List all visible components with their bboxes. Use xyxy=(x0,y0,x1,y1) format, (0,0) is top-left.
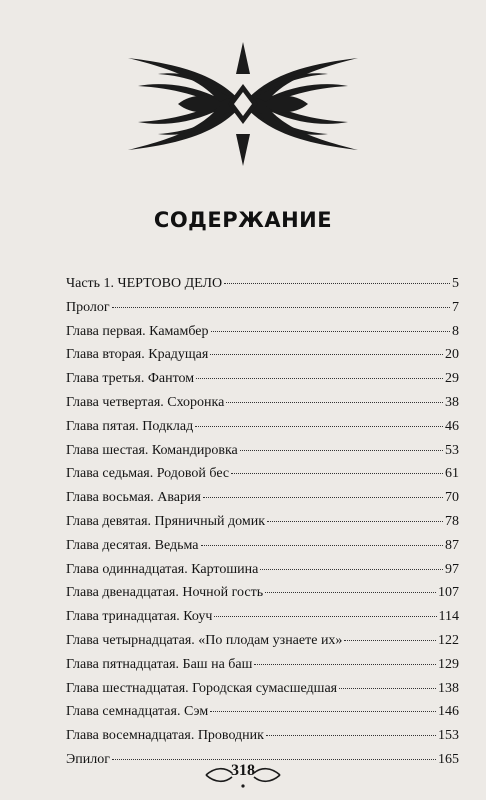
toc-entry-title: Глава десятая. Ведьма xyxy=(66,537,199,553)
toc-entry xyxy=(66,728,459,752)
toc-entry xyxy=(66,490,459,514)
toc-entry-title: Глава одиннадцатая. Картошина xyxy=(66,561,259,577)
toc-entry-page: 46 xyxy=(445,418,459,434)
toc-entry xyxy=(66,681,459,705)
page-title: СОДЕРЖАНИЕ xyxy=(153,208,333,232)
dot-leader xyxy=(260,569,443,570)
toc-entry-page: 138 xyxy=(438,680,459,696)
toc-entry-page: 61 xyxy=(445,466,459,482)
toc-entry-page: 70 xyxy=(445,490,459,506)
toc-entry-title: Глава восемнадцатая. Проводник xyxy=(66,728,264,744)
toc-entry xyxy=(66,276,459,300)
dot-leader xyxy=(226,402,443,403)
toc-entry-page: 129 xyxy=(438,656,459,672)
dot-leader xyxy=(266,735,436,736)
toc-entry-page: 153 xyxy=(438,728,459,744)
dot-leader xyxy=(254,664,436,665)
toc-entry xyxy=(66,585,459,609)
dot-leader xyxy=(240,450,443,451)
dot-leader xyxy=(211,331,450,332)
dot-leader xyxy=(195,426,443,427)
dot-leader xyxy=(214,616,436,617)
toc-entry-page: 87 xyxy=(445,537,459,553)
toc-entry-title: Глава седьмая. Родовой бес xyxy=(66,466,230,482)
toc-entry-page: 7 xyxy=(452,299,459,315)
toc-entry-title: Эпилог xyxy=(66,751,110,767)
toc-entry xyxy=(66,514,459,538)
toc-entry-title: Глава вторая. Крадущая xyxy=(66,347,209,363)
toc-entry-title: Глава двенадцатая. Ночной гость xyxy=(66,585,264,601)
toc-entry-page: 38 xyxy=(445,394,459,410)
toc-entry xyxy=(66,466,459,490)
toc-entry xyxy=(66,300,459,324)
toc-entry-title: Глава первая. Камамбер xyxy=(66,323,209,339)
toc-entry-page: 8 xyxy=(452,323,459,339)
toc-entry-title: Глава четырнадцатая. «По плодам узнаете их» xyxy=(66,632,343,648)
dot-leader xyxy=(196,378,443,379)
tribal-ornament-icon xyxy=(118,34,368,174)
toc-entry xyxy=(66,538,459,562)
toc-entry xyxy=(66,324,459,348)
dot-leader xyxy=(224,283,450,284)
toc-entry-title: Глава шестнадцатая. Городская сумасшедшая xyxy=(66,680,338,696)
toc-entry-page: 5 xyxy=(452,276,459,291)
toc-entry-title: Глава семнадцатая. Сэм xyxy=(66,704,209,720)
toc-entry xyxy=(66,371,459,395)
toc-entry-page: 165 xyxy=(438,751,459,767)
toc-entry-title: Глава тринадцатая. Коуч xyxy=(66,609,213,625)
dot-leader xyxy=(210,354,443,355)
toc-entry-title: Глава третья. Фантом xyxy=(66,371,195,387)
page-number: 318 xyxy=(231,762,255,779)
toc-entry xyxy=(66,704,459,728)
toc-entry-page: 53 xyxy=(445,442,459,458)
table-of-contents xyxy=(66,276,459,776)
toc-entry-title: Глава пятнадцатая. Баш на баш xyxy=(66,656,253,672)
dot-leader xyxy=(203,497,443,498)
toc-entry xyxy=(66,419,459,443)
toc-entry xyxy=(66,633,459,657)
toc-entry-page: 97 xyxy=(445,561,459,577)
dot-leader xyxy=(344,640,436,641)
toc-entry-page: 146 xyxy=(438,704,459,720)
toc-entry-title: Пролог xyxy=(66,299,110,315)
toc-entry-page: 78 xyxy=(445,513,459,529)
toc-entry-title: Часть 1. ЧЕРТОВО ДЕЛО xyxy=(66,276,223,291)
toc-entry-page: 20 xyxy=(445,347,459,363)
toc-entry xyxy=(66,347,459,371)
toc-entry xyxy=(66,609,459,633)
toc-entry-page: 29 xyxy=(445,371,459,387)
dot-leader xyxy=(265,592,436,593)
toc-entry xyxy=(66,395,459,419)
toc-entry-page: 122 xyxy=(438,632,459,648)
toc-entry-title: Глава девятая. Пряничный домик xyxy=(66,513,266,529)
toc-entry xyxy=(66,443,459,467)
dot-leader xyxy=(231,473,443,474)
dot-leader xyxy=(112,307,450,308)
dot-leader xyxy=(112,759,436,760)
toc-entry xyxy=(66,562,459,586)
dot-leader xyxy=(201,545,443,546)
toc-entry-title: Глава пятая. Подклад xyxy=(66,418,194,434)
toc-entry-title: Глава восьмая. Авария xyxy=(66,490,201,506)
toc-entry-title: Глава четвертая. Схоронка xyxy=(66,394,225,410)
toc-entry-title: Глава шестая. Командировка xyxy=(66,442,238,458)
dot-leader xyxy=(267,521,443,522)
dot-leader xyxy=(339,688,436,689)
toc-entry-page: 107 xyxy=(438,585,459,601)
toc-entry xyxy=(66,657,459,681)
dot-leader xyxy=(210,711,436,712)
toc-entry-page: 114 xyxy=(438,609,459,625)
